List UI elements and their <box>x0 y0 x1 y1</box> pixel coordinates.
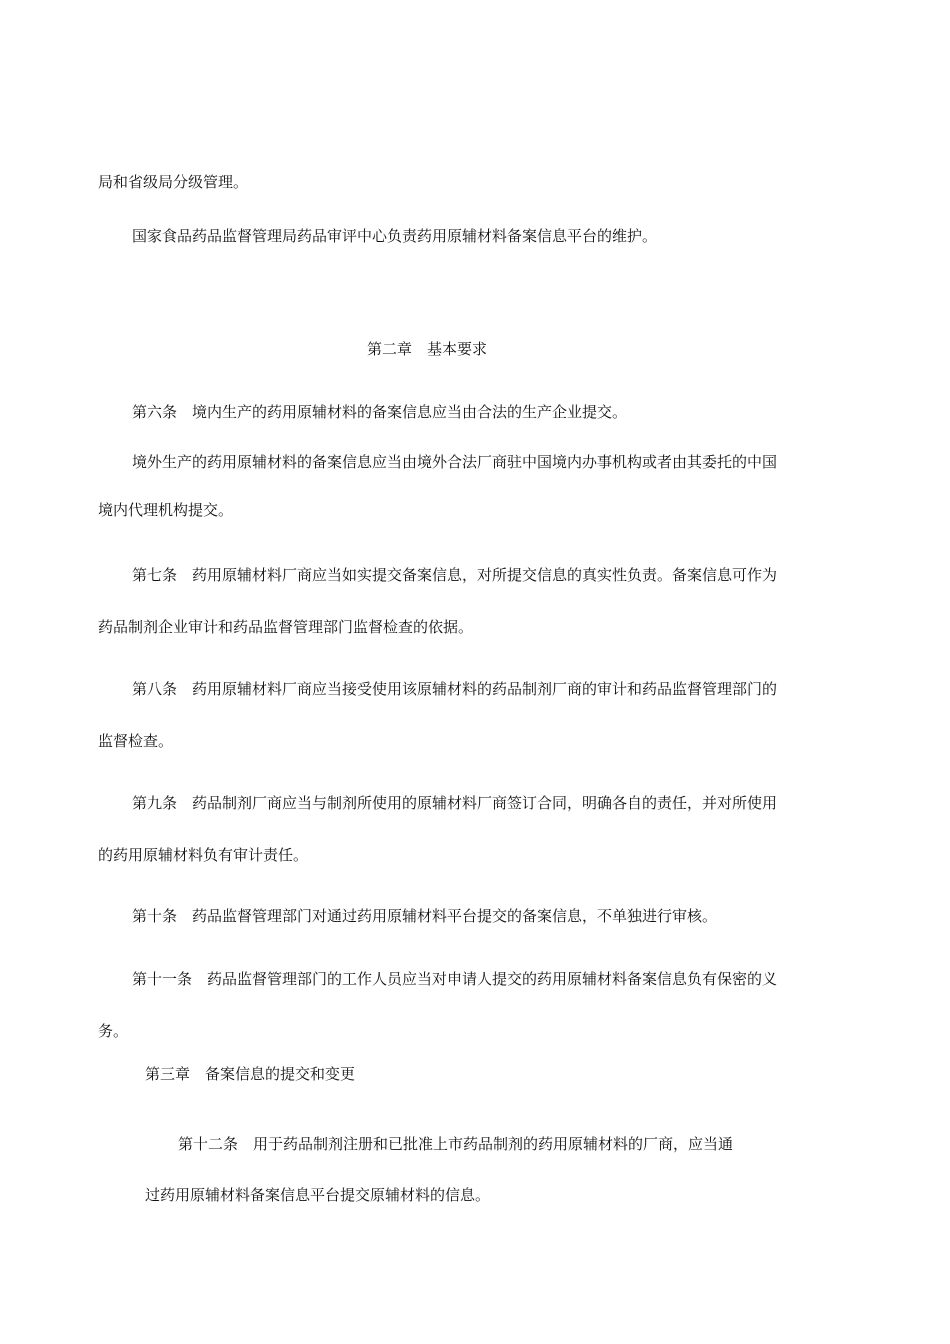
text-line: 局和省级局分级管理。 <box>98 173 249 191</box>
article-paragraph: 第八条 药用原辅材料厂商应当接受使用该原辅材料的药品制剂厂商的审计和药品监督管理部门的 <box>132 680 778 698</box>
article-paragraph: 第十一条 药品监督管理部门的工作人员应当对申请人提交的药用原辅材料备案信息负有保密的义 <box>132 970 778 988</box>
article-paragraph: 第十二条 用于药品制剂注册和已批准上市药品制剂的药用原辅材料的厂商，应当通 <box>178 1135 734 1153</box>
article-paragraph: 第七条 药用原辅材料厂商应当如实提交备案信息，对所提交信息的真实性负责。备案信息可作为 <box>132 566 778 584</box>
text-line: 过药用原辅材料备案信息平台提交原辅材料的信息。 <box>145 1186 491 1204</box>
text-line: 药品制剂企业审计和药品监督管理部门监督检查的依据。 <box>98 618 474 636</box>
text-line: 务。 <box>98 1022 129 1040</box>
chapter-heading: 第二章 基本要求 <box>367 340 488 358</box>
text-line: 境内代理机构提交。 <box>98 501 234 519</box>
text-line: 的药用原辅材料负有审计责任。 <box>98 846 309 864</box>
text-line: 监督检查。 <box>98 732 174 750</box>
article-paragraph: 第六条 境内生产的药用原辅材料的备案信息应当由合法的生产企业提交。 <box>132 403 628 421</box>
article-paragraph: 第九条 药品制剂厂商应当与制剂所使用的原辅材料厂商签订合同，明确各自的责任，并对所使用 <box>132 794 778 812</box>
article-paragraph: 第十条 药品监督管理部门对通过药用原辅材料平台提交的备案信息，不单独进行审核。 <box>132 907 718 925</box>
text-line: 国家食品药品监督管理局药品审评中心负责药用原辅材料备案信息平台的维护。 <box>132 227 658 245</box>
article-paragraph: 境外生产的药用原辅材料的备案信息应当由境外合法厂商驻中国境内办事机构或者由其委托的中国 <box>132 453 778 471</box>
chapter-heading: 第三章 备案信息的提交和变更 <box>145 1065 356 1083</box>
